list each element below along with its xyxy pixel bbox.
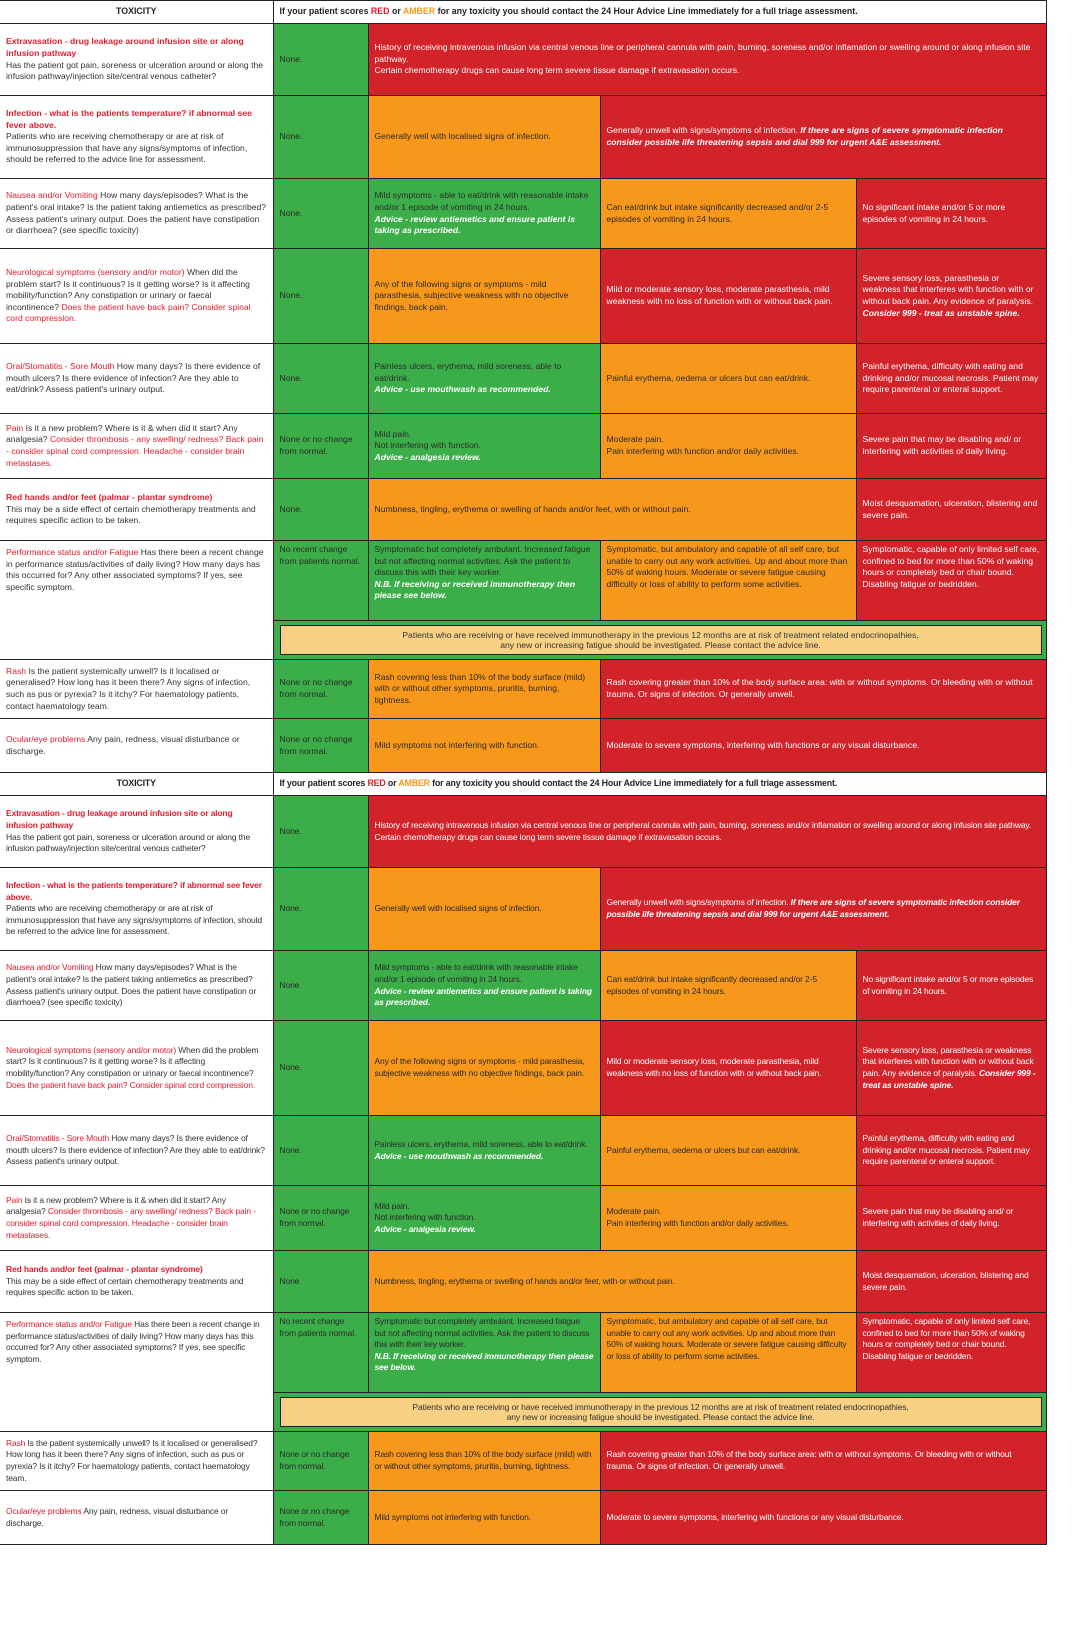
red-cell: Mild or moderate sensory loss, moderate parasthesia, mild weakness with no loss of function with or without back pain. (600, 249, 856, 344)
amber-cell: Moderate pain. Pain interfering with function and/or daily activities. (600, 1186, 856, 1251)
amber-cell: Rash covering less than 10% of the body surface (mild) with or without other symptoms, pruritis, burning, tightness. (368, 1432, 600, 1491)
amber-cell: Numbness, tingling, erythema or swelling of hands and/or feet, with or without pain. (368, 1251, 856, 1313)
red-cell: Severe pain that may be disabling and/ or interfering with activities of daily living. (856, 414, 1046, 479)
amber-cell: Painful erythema, oedema or ulcers but can eat/drink. (600, 344, 856, 414)
green-cell-advice: Mild pain. Not interfering with function. Advice - analgesia review. (368, 1186, 600, 1251)
amber-cell: Symptomatic, but ambulatory and capable of all self care, but unable to carry out any work activities. Up and about more than 50% of waking hours. Moderate or severe fatigue causing difficulty or loss of ability to perform some activities. (600, 1313, 856, 1393)
green-cell: None. (273, 249, 368, 344)
red-cell: History of receiving intravenous infusion via central venous line or peripheral cannula with pain, burning, soreness and/or inflamation or swelling around or along infusion site pathway. Certain chemotherapy drugs can cause long term severe tissue damage if extravasation occurs. (368, 24, 1046, 96)
toxicity-triage-table (0, 0, 1047, 773)
red-cell: No significant intake and/or 5 or more episodes of vomiting in 24 hours. (856, 951, 1046, 1021)
green-cell-advice: Mild pain. Not interfering with function. Advice - analgesia review. (368, 414, 600, 479)
triage-banner: If your patient scores RED or AMBER for any toxicity you should contact the 24 Hour Advice Line immediately for a full triage assessment. (273, 773, 1046, 796)
toxicity-table-copy-1 (0, 0, 1046, 773)
table-row-fatigue (0, 1313, 1046, 1393)
toxicity-column-header: TOXICITY (0, 1, 273, 24)
green-cell: None. (273, 179, 368, 249)
green-cell: None or no change from normal. (273, 414, 368, 479)
amber-keyword: AMBER (398, 778, 430, 789)
red-cell: Moist desquamation, ulceration, blistering and severe pain. (856, 1251, 1046, 1313)
triage-banner: If your patient scores RED or AMBER for any toxicity you should contact the 24 Hour Advice Line immediately for a full triage assessment. (273, 1, 1046, 24)
note-container (273, 621, 1046, 660)
note-container (273, 1393, 1046, 1432)
green-cell: No recent change from patients normal. (273, 1313, 368, 1393)
toxicity-description: Nausea and/or Vomiting How many days/episodes? What is the patient's oral intake? Is the patient taking antiemetics as prescribed? Assess patient's urinary output. Does the patient have constipation or diarrhoea? (see specific toxicity) (0, 951, 273, 1021)
table-row-nausea (0, 951, 1046, 1021)
red-keyword: RED (370, 6, 390, 17)
green-cell: None. (273, 1116, 368, 1186)
amber-cell: Numbness, tingling, erythema or swelling of hands and/or feet, with or without pain. (368, 479, 856, 541)
toxicity-description: Extravasation - drug leakage around infusion site or along infusion pathway Has the patient got pain, soreness or ulceration around or along the infusion pathway/injection site/central venous catheter? (0, 24, 273, 96)
green-cell: None or no change from normal. (273, 1186, 368, 1251)
table-row-rash (0, 1432, 1046, 1491)
red-cell: Symptomatic, capable of only limited self care, confined to bed for more than 50% of waking hours or completely bed or chair bound. Disabling fatigue or bedridden. (856, 1313, 1046, 1393)
table-row-red-hands (0, 1251, 1046, 1313)
green-cell: None or no change from normal. (273, 719, 368, 773)
green-cell: None. (273, 344, 368, 414)
red-cell: Rash covering greater than 10% of the body surface area: with or without symptoms. Or bleeding with or without trauma. Or signs of infection. Or generally unwell. (600, 660, 1046, 719)
toxicity-description: Rash Is the patient systemically unwell? Is it localised or generalised? How long has it been there? Any signs of infection, such as pus or pyrexia? Is it itchy? For haematology patients, contact haematology team. (0, 1432, 273, 1491)
green-cell: None. (273, 868, 368, 951)
table-row-oral (0, 1116, 1046, 1186)
amber-cell: Rash covering less than 10% of the body surface (mild) with or without other symptoms, pruritis, burning, tightness. (368, 660, 600, 719)
toxicity-description: Oral/Stomatitis - Sore Mouth How many days? Is there evidence of mouth ulcers? Is there evidence of infection? Are they able to eat/drink? Assess patient's urinary output. (0, 1116, 273, 1186)
table-row-pain (0, 414, 1046, 479)
green-cell: No recent change from patients normal. (273, 541, 368, 621)
table-row-ocular (0, 1491, 1046, 1545)
table-row-infection (0, 96, 1046, 179)
toxicity-description: Nausea and/or Vomiting How many days/episodes? What is the patient's oral intake? Is the patient taking antiemetics as prescribed? Assess patient's urinary output. Does the patient have constipation or diarrhoea? (see specific toxicity) (0, 179, 273, 249)
green-cell: None or no change from normal. (273, 660, 368, 719)
table-header-row (0, 1, 1046, 24)
toxicity-description: Neurological symptoms (sensory and/or motor) When did the problem start? Is it continuous? Is it getting worse? Is it affecting mobility/function? Any constipation or urinary or faecal incontinence? Does the patient have back pain? Consider spinal cord compression. (0, 249, 273, 344)
table-row-neurological (0, 249, 1046, 344)
toxicity-description: Performance status and/or Fatigue Has there been a recent change in performance status/activities of daily living? How many days has this occurred for? Any other associated symptoms? If yes, see specific symptom. (0, 541, 273, 660)
table-row-fatigue (0, 541, 1046, 621)
red-cell: Mild or moderate sensory loss, moderate parasthesia, mild weakness with no loss of function with or without back pain. (600, 1021, 856, 1116)
table-row-oral (0, 344, 1046, 414)
table-row-extravasation (0, 24, 1046, 96)
amber-cell: Any of the following signs or symptoms - mild parasthesia, subjective weakness with no objective findings, back pain. (368, 249, 600, 344)
toxicity-description: Pain Is it a new problem? Where is it & when did it start? Any analgesia? Consider thrombosis - any swelling/ redness? Back pain - consider spinal cord compression. Headache - consider brain metastases. (0, 1186, 273, 1251)
toxicity-description: Rash Is the patient systemically unwell? Is it localised or generalised? How long has it been there? Any signs of infection, such as pus or pyrexia? Is it itchy? For haematology patients, contact haematology team. (0, 660, 273, 719)
amber-cell: Painful erythema, oedema or ulcers but can eat/drink. (600, 1116, 856, 1186)
amber-cell: Moderate pain. Pain interfering with function and/or daily activities. (600, 414, 856, 479)
toxicity-description: Pain Is it a new problem? Where is it & when did it start? Any analgesia? Consider thrombosis - any swelling/ redness? Back pain - consider spinal cord compression. Headache - consider brain metastases. (0, 414, 273, 479)
toxicity-description: Ocular/eye problems Any pain, redness, visual disturbance or discharge. (0, 1491, 273, 1545)
red-cell: Severe pain that may be disabling and/ or interfering with activities of daily living. (856, 1186, 1046, 1251)
green-cell-advice: Symptomatic but completely ambulant. Increased fatigue but not affecting normal activities. Ask the patient to discuss this with their key worker. N.B. If receiving or received immunotherapy then please see below. (368, 1313, 600, 1393)
green-cell: None. (273, 96, 368, 179)
amber-cell: Mild symptoms not interfering with function. (368, 1491, 600, 1545)
red-cell: Generally unwell with signs/symptoms of infection. If there are signs of severe symptomatic infection consider possible life threatening sepsis and dial 999 for urgent A&E assessment. (600, 96, 1046, 179)
toxicity-description: Neurological symptoms (sensory and/or motor) When did the problem start? Is it continuous? Is it getting worse? Is it affecting mobility/function? Any constipation or urinary or faecal incontinence? Does the patient have back pain? Consider spinal cord compression. (0, 1021, 273, 1116)
amber-cell: Any of the following signs or symptoms - mild parasthesia, subjective weakness with no objective findings, back pain. (368, 1021, 600, 1116)
toxicity-description: Infection - what is the patients temperature? if abnormal see fever above. Patients who are receiving chemotherapy or are at risk of immunosuppression that have any signs/symptoms of infection, should be referred to the advice line for assessment. (0, 868, 273, 951)
red-cell-severe: Severe sensory loss, parasthesia or weakness that interferes with function with or without back pain. Any evidence of paralysis. Consider 999 - treat as unstable spine. (856, 1021, 1046, 1116)
toxicity-description: Extravasation - drug leakage around infusion site or along infusion pathway Has the patient got pain, soreness or ulceration around or along the infusion pathway/injection site/central venous catheter? (0, 796, 273, 868)
green-cell-advice: Symptomatic but completely ambulant. Increased fatigue but not affecting normal activities. Ask the patient to discuss this with their key worker. N.B. If receiving or received immunotherapy then please see below. (368, 541, 600, 621)
toxicity-table-copy-2 (0, 772, 1046, 1545)
red-cell: Painful erythema, difficulty with eating and drinking and/or mucosal necrosis. Patient may require parenteral or enteral support. (856, 1116, 1046, 1186)
toxicity-description: Performance status and/or Fatigue Has there been a recent change in performance status/activities of daily living? How many days has this occurred for? Any other associated symptoms? If yes, see specific symptom. (0, 1313, 273, 1432)
immunotherapy-note: Patients who are receiving or have received immunotherapy in the previous 12 months are at risk of treatment related endocrinopathies, any new or increasing fatigue should be investigated. Please contact the advice line. (280, 1397, 1042, 1427)
red-cell: Rash covering greater than 10% of the body surface area: with or without symptoms. Or bleeding with or without trauma. Or signs of infection. Or generally unwell. (600, 1432, 1046, 1491)
green-cell: None. (273, 796, 368, 868)
immunotherapy-note: Patients who are receiving or have received immunotherapy in the previous 12 months are at risk of treatment related endocrinopathies, any new or increasing fatigue should be investigated. Please contact the advice line. (280, 625, 1042, 655)
amber-cell: Can eat/drink but intake significantly decreased and/or 2-5 episodes of vomiting in 24 hours. (600, 179, 856, 249)
red-cell: No significant intake and/or 5 or more episodes of vomiting in 24 hours. (856, 179, 1046, 249)
red-cell: Symptomatic, capable of only limited self care, confined to bed for more than 50% of waking hours or completely bed or chair bound. Disabling fatigue or bedridden. (856, 541, 1046, 621)
green-cell: None or no change from normal. (273, 1432, 368, 1491)
table-row-pain (0, 1186, 1046, 1251)
red-cell-severe: Severe sensory loss, parasthesia or weakness that interferes with function with or without back pain. Any evidence of paralysis. Consider 999 - treat as unstable spine. (856, 249, 1046, 344)
table-row-nausea (0, 179, 1046, 249)
amber-keyword: AMBER (402, 6, 436, 17)
amber-cell: Mild symptoms not interfering with function. (368, 719, 600, 773)
table-row-red-hands (0, 479, 1046, 541)
toxicity-column-header: TOXICITY (0, 773, 273, 796)
toxicity-triage-table (0, 772, 1047, 1545)
amber-cell: Symptomatic, but ambulatory and capable of all self care, but unable to carry out any work activities. Up and about more than 50% of waking hours. Moderate or severe fatigue causing difficulty or loss of ability to perform some activities. (600, 541, 856, 621)
amber-cell: Generally well with localised signs of infection. (368, 868, 600, 951)
table-row-infection (0, 868, 1046, 951)
green-cell: None. (273, 1251, 368, 1313)
green-cell: None or no change from normal. (273, 1491, 368, 1545)
toxicity-description: Red hands and/or feet (palmar - plantar syndrome) This may be a side effect of certain chemotherapy treatments and requires specific action to be taken. (0, 479, 273, 541)
green-cell-advice: Painless ulcers, erythema, mild soreness, able to eat/drink. Advice - use mouthwash as recommended. (368, 1116, 600, 1186)
green-cell: None. (273, 1021, 368, 1116)
amber-cell: Generally well with localised signs of infection. (368, 96, 600, 179)
table-row-ocular (0, 719, 1046, 773)
table-header-row (0, 773, 1046, 796)
green-cell: None. (273, 479, 368, 541)
red-cell: Moderate to severe symptoms, interfering with functions or any visual disturbance. (600, 719, 1046, 773)
toxicity-description: Infection - what is the patients temperature? if abnormal see fever above. Patients who are receiving chemotherapy or are at risk of immunosuppression that have any signs/symptoms of infection, should be referred to the advice line for assessment. (0, 96, 273, 179)
green-cell-advice: Mild symptoms - able to eat/drink with reasonable intake and/or 1 episode of vomiting in 24 hours. Advice - review antiemetics and ensure patient is taking as prescribed. (368, 951, 600, 1021)
table-row-neurological (0, 1021, 1046, 1116)
table-row-extravasation (0, 796, 1046, 868)
green-cell: None. (273, 951, 368, 1021)
red-cell: History of receiving intravenous infusion via central venous line or peripheral cannula with pain, burning, soreness and/or inflamation or swelling around or along infusion site pathway. Certain chemotherapy drugs can cause long term severe tissue damage if extravasation occurs. (368, 796, 1046, 868)
toxicity-description: Red hands and/or feet (palmar - plantar syndrome) This may be a side effect of certain chemotherapy treatments and requires specific action to be taken. (0, 1251, 273, 1313)
green-cell-advice: Painless ulcers, erythema, mild soreness, able to eat/drink. Advice - use mouthwash as recommended. (368, 344, 600, 414)
green-cell-advice: Mild symptoms - able to eat/drink with reasonable intake and/or 1 episode of vomiting in 24 hours. Advice - review antiemetics and ensure patient is taking as prescribed. (368, 179, 600, 249)
red-cell: Painful erythema, difficulty with eating and drinking and/or mucosal necrosis. Patient may require parenteral or enteral support. (856, 344, 1046, 414)
green-cell: None. (273, 24, 368, 96)
red-keyword: RED (367, 778, 386, 789)
red-cell: Moderate to severe symptoms, interfering with functions or any visual disturbance. (600, 1491, 1046, 1545)
table-row-rash (0, 660, 1046, 719)
red-cell: Moist desquamation, ulceration, blistering and severe pain. (856, 479, 1046, 541)
amber-cell: Can eat/drink but intake significantly decreased and/or 2-5 episodes of vomiting in 24 hours. (600, 951, 856, 1021)
toxicity-description: Ocular/eye problems Any pain, redness, visual disturbance or discharge. (0, 719, 273, 773)
toxicity-description: Oral/Stomatitis - Sore Mouth How many days? Is there evidence of mouth ulcers? Is there evidence of infection? Are they able to eat/drink? Assess patient's urinary output. (0, 344, 273, 414)
red-cell: Generally unwell with signs/symptoms of infection. If there are signs of severe symptomatic infection consider possible life threatening sepsis and dial 999 for urgent A&E assessment. (600, 868, 1046, 951)
